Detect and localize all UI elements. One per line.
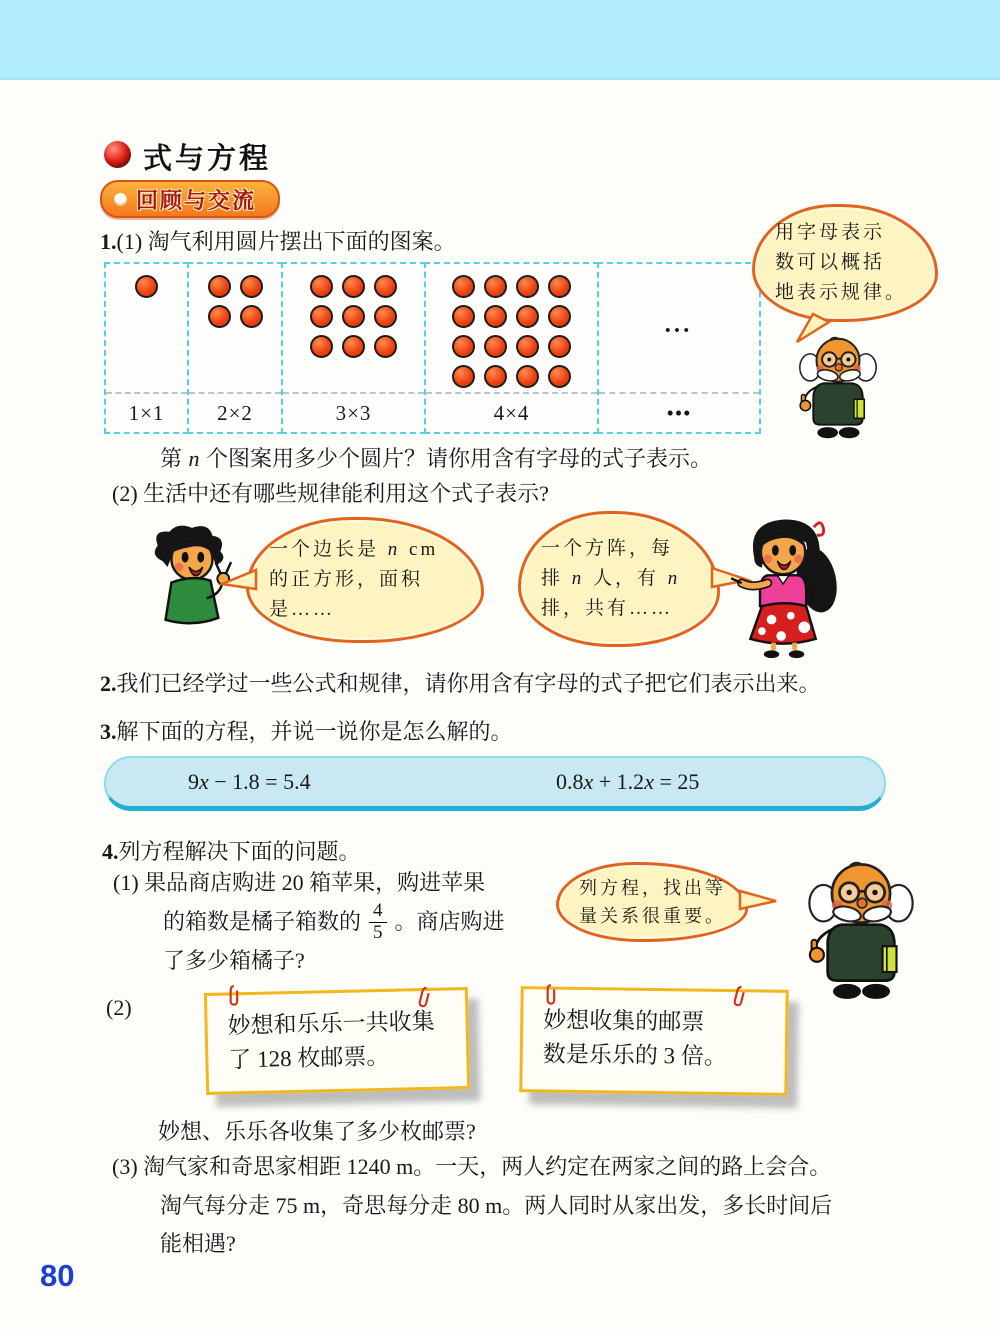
- professor-character-top: [788, 334, 888, 439]
- badge-bullet-icon: [114, 193, 127, 206]
- dot-grid-1x1: [106, 264, 187, 392]
- problem1-part2: (2) 生活中还有哪些规律能利用这个式子表示?: [112, 481, 549, 506]
- boy-bubble-line1: [269, 535, 461, 565]
- problem1-intro: [100, 227, 456, 257]
- boy-l1a: 一个边长是: [269, 539, 387, 560]
- counter-dot: [310, 305, 333, 328]
- counter-dot: [484, 365, 507, 388]
- girl-bubble-line1: 一个方阵，每: [541, 538, 674, 559]
- counter-dot: [452, 365, 475, 388]
- paperclip-icon: [545, 983, 559, 1009]
- dot-grid-2x2: [189, 264, 281, 392]
- pattern-label-1: 1×1: [106, 392, 187, 432]
- paperclip-icon: [228, 984, 242, 1010]
- professor-top-bubble: [752, 204, 938, 322]
- section-ball-icon: [104, 141, 131, 168]
- counter-dot: [208, 275, 231, 298]
- professor-mid-bubble-line2: 量关系很重要。: [579, 906, 726, 926]
- counter-dot: [548, 335, 571, 358]
- equation-box: [104, 756, 886, 811]
- review-badge-label: 回顾与交流: [136, 187, 257, 213]
- dot-grid-ellipsis: [599, 264, 759, 392]
- professor-top-bubble-line1: 用字母表示: [775, 222, 886, 243]
- eq1-x: x: [199, 769, 209, 794]
- pattern-panel-4: [424, 262, 599, 434]
- counter-dot: [374, 335, 397, 358]
- problem4-q1-line3: 了多少箱橘子?: [163, 948, 305, 973]
- girl-character: [716, 508, 854, 660]
- eq2-b: + 1.2: [593, 769, 645, 794]
- boy-bubble: [246, 517, 484, 643]
- problem1-question: [160, 444, 712, 474]
- counter-dot: [548, 365, 571, 388]
- fraction-denominator: 5: [373, 921, 383, 943]
- girl-l2v1: n: [571, 568, 585, 589]
- pattern-label-2: 2×2: [189, 392, 281, 432]
- q-post: 个图案用多少个圆片？请你用含有字母的式子表示。: [200, 446, 713, 471]
- q1-l2b: 。商店购进: [394, 909, 505, 934]
- counter-dot: [240, 275, 263, 298]
- problem3-number: 3.: [100, 719, 117, 744]
- section-title: 式与方程: [143, 143, 272, 175]
- problem4-body: 列方程解决下面的问题。: [118, 839, 361, 864]
- pattern-label-4: 4×4: [426, 392, 597, 432]
- fraction-numerator: 4: [369, 901, 387, 923]
- pattern-panel-1: [104, 262, 189, 434]
- girl-bubble-line2: [541, 564, 697, 594]
- problem1-number: 1.: [100, 229, 117, 254]
- card1-line1: 妙想和乐乐一共收集: [227, 1008, 435, 1039]
- dot-pattern-box: [104, 262, 761, 434]
- counter-dot: [310, 335, 333, 358]
- boy-bubble-tail: [222, 567, 256, 593]
- problem4-q3-line2: 淘气每分走 75 m，奇思每分走 80 m。两人同时从家出发，多长时间后: [160, 1193, 833, 1218]
- problem2-text: [100, 669, 821, 699]
- counter-dot: [240, 305, 263, 328]
- problem2-body: 我们已经学过一些公式和规律，请你用含有字母的式子把它们表示出来。: [116, 671, 821, 696]
- boy-bubble-line3: 是……: [269, 599, 336, 620]
- equation-2: [556, 758, 699, 806]
- counter-dot: [452, 275, 475, 298]
- counter-dot: [484, 305, 507, 328]
- eq2-c: = 25: [653, 769, 700, 794]
- professor-mid-bubble: [556, 862, 748, 942]
- professor-mid-bubble-tail: [740, 888, 776, 914]
- girl-bubble-line3: 排，共有……: [541, 598, 674, 619]
- eq2-a: 0.8: [556, 769, 584, 794]
- review-badge: [100, 180, 280, 218]
- eq1-a: 9: [188, 769, 199, 794]
- professor-top-bubble-line2: 数可以概括: [775, 252, 886, 273]
- counter-dot: [310, 275, 333, 298]
- ellipsis-dots: •••: [665, 323, 693, 339]
- counter-dot: [548, 305, 571, 328]
- girl-l2b: 人，有: [585, 568, 667, 589]
- card1-line2: 了 128 枚邮票。: [228, 1043, 390, 1073]
- top-color-band: [0, 0, 1000, 80]
- eq1-b: − 1.8 = 5.4: [208, 769, 311, 794]
- eq2-x1: x: [583, 769, 594, 794]
- card2-line1: 妙想收集的邮票: [543, 1007, 705, 1035]
- problem4-text: [102, 837, 361, 867]
- problem4-q2-question: 妙想、乐乐各收集了多少枚邮票?: [158, 1119, 476, 1144]
- problem3-body: 解下面的方程，并说一说你是怎么解的。: [116, 719, 513, 744]
- counter-dot: [548, 275, 571, 298]
- pattern-label-3: 3×3: [283, 392, 424, 432]
- counter-dot: [342, 305, 365, 328]
- counter-dot: [516, 365, 539, 388]
- girl-l2v2: n: [667, 568, 681, 589]
- pattern-panel-2: [187, 262, 283, 434]
- problem4-number: 4.: [102, 839, 119, 864]
- professor-mid-bubble-line1: 列方程，找出等: [579, 878, 726, 898]
- girl-l2a: 排: [541, 568, 571, 589]
- equation-1: [188, 758, 311, 806]
- problem3-text: [100, 717, 513, 747]
- fraction-4-5: [369, 901, 387, 944]
- problem4-q2-label: (2): [106, 995, 132, 1020]
- counter-dot: [135, 275, 158, 298]
- pattern-label-ellipsis: •••: [599, 392, 759, 432]
- girl-bubble: [518, 511, 720, 647]
- counter-dot: [374, 305, 397, 328]
- boy-l1b: cm: [401, 539, 439, 560]
- eq2-x2: x: [644, 769, 654, 794]
- counter-dot: [516, 305, 539, 328]
- professor-character-mid: [806, 858, 916, 1000]
- counter-dot: [342, 335, 365, 358]
- problem1-intro-text: (1) 淘气利用圆片摆出下面的图案。: [116, 229, 456, 254]
- problem4-q3-line3: 能相遇?: [160, 1231, 236, 1256]
- counter-dot: [484, 335, 507, 358]
- counter-dot: [208, 305, 231, 328]
- problem4-q3-line1: (3) 淘气家和奇思家相距 1240 m。一天，两人约定在两家之间的路上会合。: [112, 1154, 832, 1179]
- pattern-panel-ellipsis: [597, 262, 761, 434]
- dot-grid-4x4: [426, 264, 597, 392]
- card2-line2: 数是乐乐的 3 倍。: [542, 1041, 727, 1070]
- boy-l1v: n: [387, 539, 401, 560]
- q-var-n: n: [188, 446, 200, 471]
- dot-grid-3x3: [283, 264, 424, 392]
- professor-top-bubble-line3: 地表示规律。: [775, 282, 908, 303]
- pattern-panel-3: [281, 262, 426, 434]
- page-number: 80: [40, 1258, 75, 1293]
- counter-dot: [516, 335, 539, 358]
- counter-dot: [452, 335, 475, 358]
- problem4-q1-line2: [163, 898, 505, 946]
- counter-dot: [484, 275, 507, 298]
- counter-dot: [516, 275, 539, 298]
- counter-dot: [342, 275, 365, 298]
- problem4-q1-line1: (1) 果品商店购进 20 箱苹果，购进苹果: [113, 870, 486, 895]
- problem2-number: 2.: [100, 671, 117, 696]
- boy-bubble-line2: 的正方形，面积: [269, 569, 424, 590]
- stamp-card-2: [519, 986, 788, 1096]
- q1-l2a: 的箱数是橘子箱数的: [163, 909, 362, 934]
- counter-dot: [374, 275, 397, 298]
- counter-dot: [452, 305, 475, 328]
- q-pre: 第: [160, 446, 188, 471]
